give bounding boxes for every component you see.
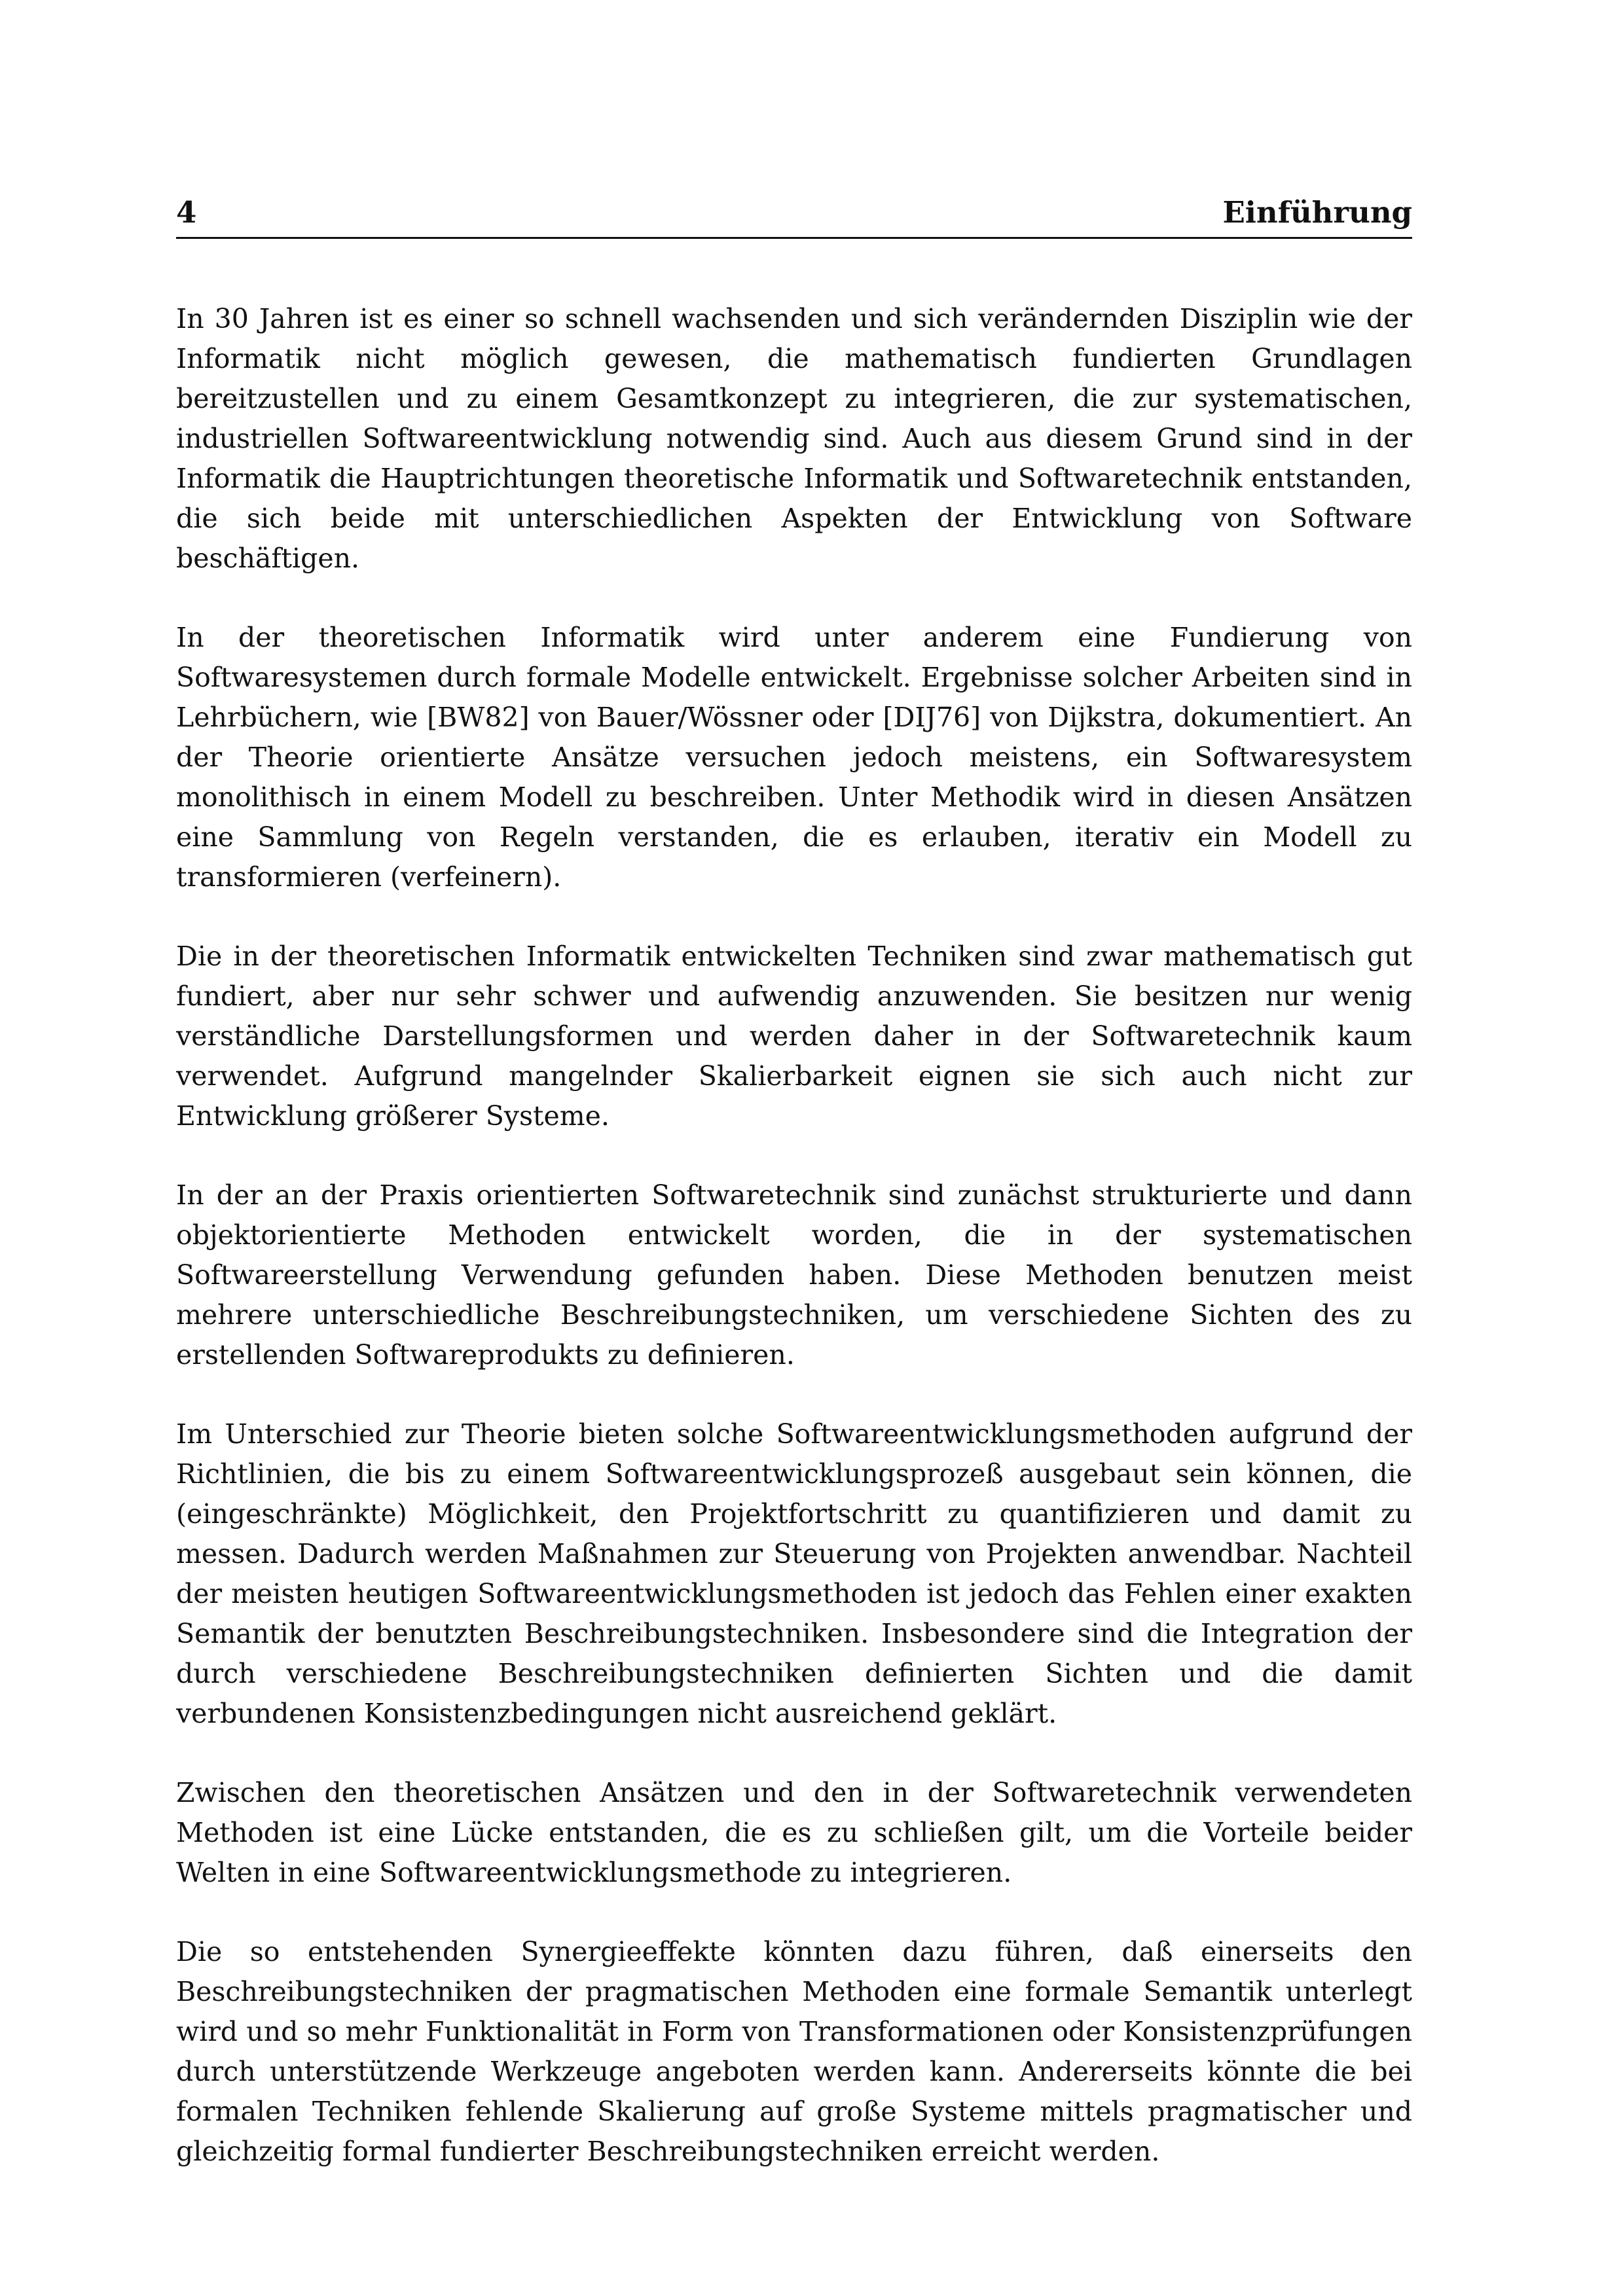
paragraph-2: In der theoretischen Informatik wird unter anderem eine Fundierung von Softwaresystemen durch formale Modelle entwickelt. Ergebnisse solcher Arbeiten sind in Lehrbüchern, wie [BW82] von Bauer/Wössner oder [DIJ76] von Dijkstra, dokumentiert. An der Theorie orientierte Ansätze versuchen jedoch meistens, ein Softwaresystem monolithisch in einem Modell zu beschreiben. Unter Methodik wird in diesen Ansätzen eine Sammlung von Regeln verstanden, die es erlauben, iterativ ein Modell zu transformieren (verfeinern). [176,622,1412,893]
paragraph-7: Die so entstehenden Synergieeffekte könnten dazu führen, daß einerseits den Beschreibungstechniken der pragmatischen Methoden eine formale Semantik unterlegt wird und so mehr Funktionalität in Form von Transformationen oder Konsistenzprüfungen durch unterstützende Werkzeuge angeboten werden kann. Andererseits könnte die bei formalen Techniken fehlende Skalierung auf große Systeme mittels pragmatischer und gleichzeitig formal fundierter Beschreibungstechniken erreicht werden. [176,1936,1412,2167]
paragraph-5: Im Unterschied zur Theorie bieten solche Softwareentwicklungsmethoden aufgrund der Richtlinien, die bis zu einem Softwareentwicklungsprozeß ausgebaut sein können, die (eingeschränkte) Möglichkeit, den Projektfortschritt zu quantifizieren und damit zu messen. Dadurch werden Maßnahmen zur Steuerung von Projekten anwendbar. Nachteil der meisten heutigen Softwareentwicklungsmethoden ist jedoch das Fehlen einer exakten Semantik der benutzten Beschreibungstechniken. Insbesondere sind die Integration der durch verschiedene Beschreibungstechniken definierten Sichten und die damit verbundenen Konsistenzbedingungen nicht ausreichend geklärt. [176,1418,1412,1729]
paragraph-3: Die in der theoretischen Informatik entwickelten Techniken sind zwar mathematisch gut fundiert, aber nur sehr schwer und aufwendig anzuwenden. Sie besitzen nur wenig verständliche Darstellungsformen und werden daher in der Softwaretechnik kaum verwendet. Aufgrund mangelnder Skalierbarkeit eignen sie sich auch nicht zur Entwicklung größerer Systeme. [176,941,1412,1132]
chapter-title: Einführung [1222,195,1412,230]
paragraph-6: Zwischen den theoretischen Ansätzen und den in der Softwaretechnik verwendeten Methoden ist eine Lücke entstanden, die es zu schließen gilt, um die Vorteile beider Welten in eine Softwareentwicklungsmethode zu integrieren. [176,1777,1412,1888]
paragraph-4: In der an der Praxis orientierten Softwaretechnik sind zunächst strukturierte und dann objektorientierte Methoden entwickelt worden, die in der systematischen Softwareerstellung Verwendung gefunden haben. Diese Methoden benutzen meist mehrere unterschiedliche Beschreibungstechniken, um verschiedene Sichten des zu erstellenden Softwareprodukts zu definieren. [176,1179,1412,1371]
paragraph-1: In 30 Jahren ist es einer so schnell wachsenden und sich verändernden Disziplin wie der Informatik nicht möglich gewesen, die mathematisch fundierten Grundlagen bereitzustellen und zu einem Gesamtkonzept zu integrieren, die zur systematischen, industriellen Softwareentwicklung notwendig sind. Auch aus diesem Grund sind in der Informatik die Hauptrichtungen theoretische Informatik und Softwaretechnik entstanden, die sich beide mit unterschiedlichen Aspekten der Entwicklung von Software beschäftigen. [176,303,1412,574]
running-header [176,195,1412,239]
page-number: 4 [176,195,197,230]
body-text [176,299,1412,2172]
document-page [176,195,1412,2211]
